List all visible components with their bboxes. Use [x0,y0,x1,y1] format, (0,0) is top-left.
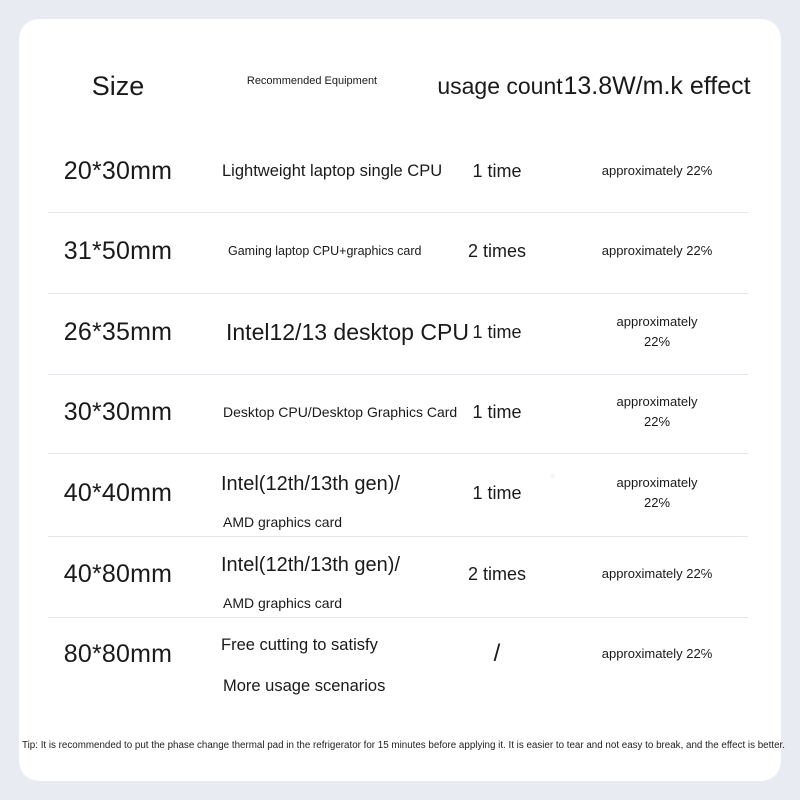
row-effect-line1: approximately [616,475,698,490]
row-effect-line1: approximately [616,394,698,409]
row-effect-line2: 22℅ [644,334,670,349]
row-divider [48,212,748,213]
row-size: 26*35mm [63,318,173,346]
row-equipment-line1: Free cutting to satisfy [221,636,378,654]
row-equipment-line2: AMD graphics card [223,595,343,611]
row-divider [48,374,748,375]
row-usage-count: 2 times [467,564,527,584]
row-equipment: Intel12/13 desktop CPU [226,319,469,345]
row-effect: approximately 22℅ [601,243,713,258]
row-effect-line1: approximately [616,314,698,329]
row-size: 80*80mm [63,640,173,668]
row-equipment-line2: More usage scenarios [223,677,386,695]
header-usage-count: usage count [437,72,563,99]
row-divider [48,617,748,618]
row-divider [48,293,748,294]
row-size: 31*50mm [63,237,173,265]
row-divider [48,453,748,454]
row-divider [48,536,748,537]
row-equipment: Desktop CPU/Desktop Graphics Card [223,404,458,420]
row-equipment-line1: Intel(12th/13th gen)/ [221,473,401,495]
row-usage-count: 1 time [472,402,522,422]
row-effect: approximately 22℅ [601,646,713,661]
row-size: 30*30mm [63,398,173,426]
header-effect: 13.8W/m.k effect [563,71,751,100]
row-equipment-line1: Intel(12th/13th gen)/ [221,554,401,576]
row-effect: approximately 22℅ [601,566,713,581]
row-equipment: Lightweight laptop single CPU [222,162,443,180]
row-effect-line2: 22℅ [644,414,670,429]
row-size: 40*40mm [63,479,173,507]
row-usage-count: 1 time [472,161,522,181]
row-effect-line2: 22℅ [644,495,670,510]
header-size: Size [91,70,145,101]
row-usage-count: 1 time [472,322,522,342]
header-equipment: Recommended Equipment [246,75,378,87]
row-equipment-line2: AMD graphics card [223,514,343,530]
row-size: 20*30mm [63,157,173,185]
row-usage-count: / [493,640,501,667]
row-size: 40*80mm [63,560,173,588]
row-usage-count: 1 time [472,483,522,503]
row-usage-count: 2 times [467,241,527,261]
tip-text: Tip: It is recommended to put the phase change thermal pad in the refrigerator for 15 minutes before applying it. It is easier to tear and not easy to break, and the effect is better. [22,740,785,751]
row-equipment: Gaming laptop CPU+graphics card [228,244,422,258]
row-effect: approximately 22℅ [601,163,713,178]
